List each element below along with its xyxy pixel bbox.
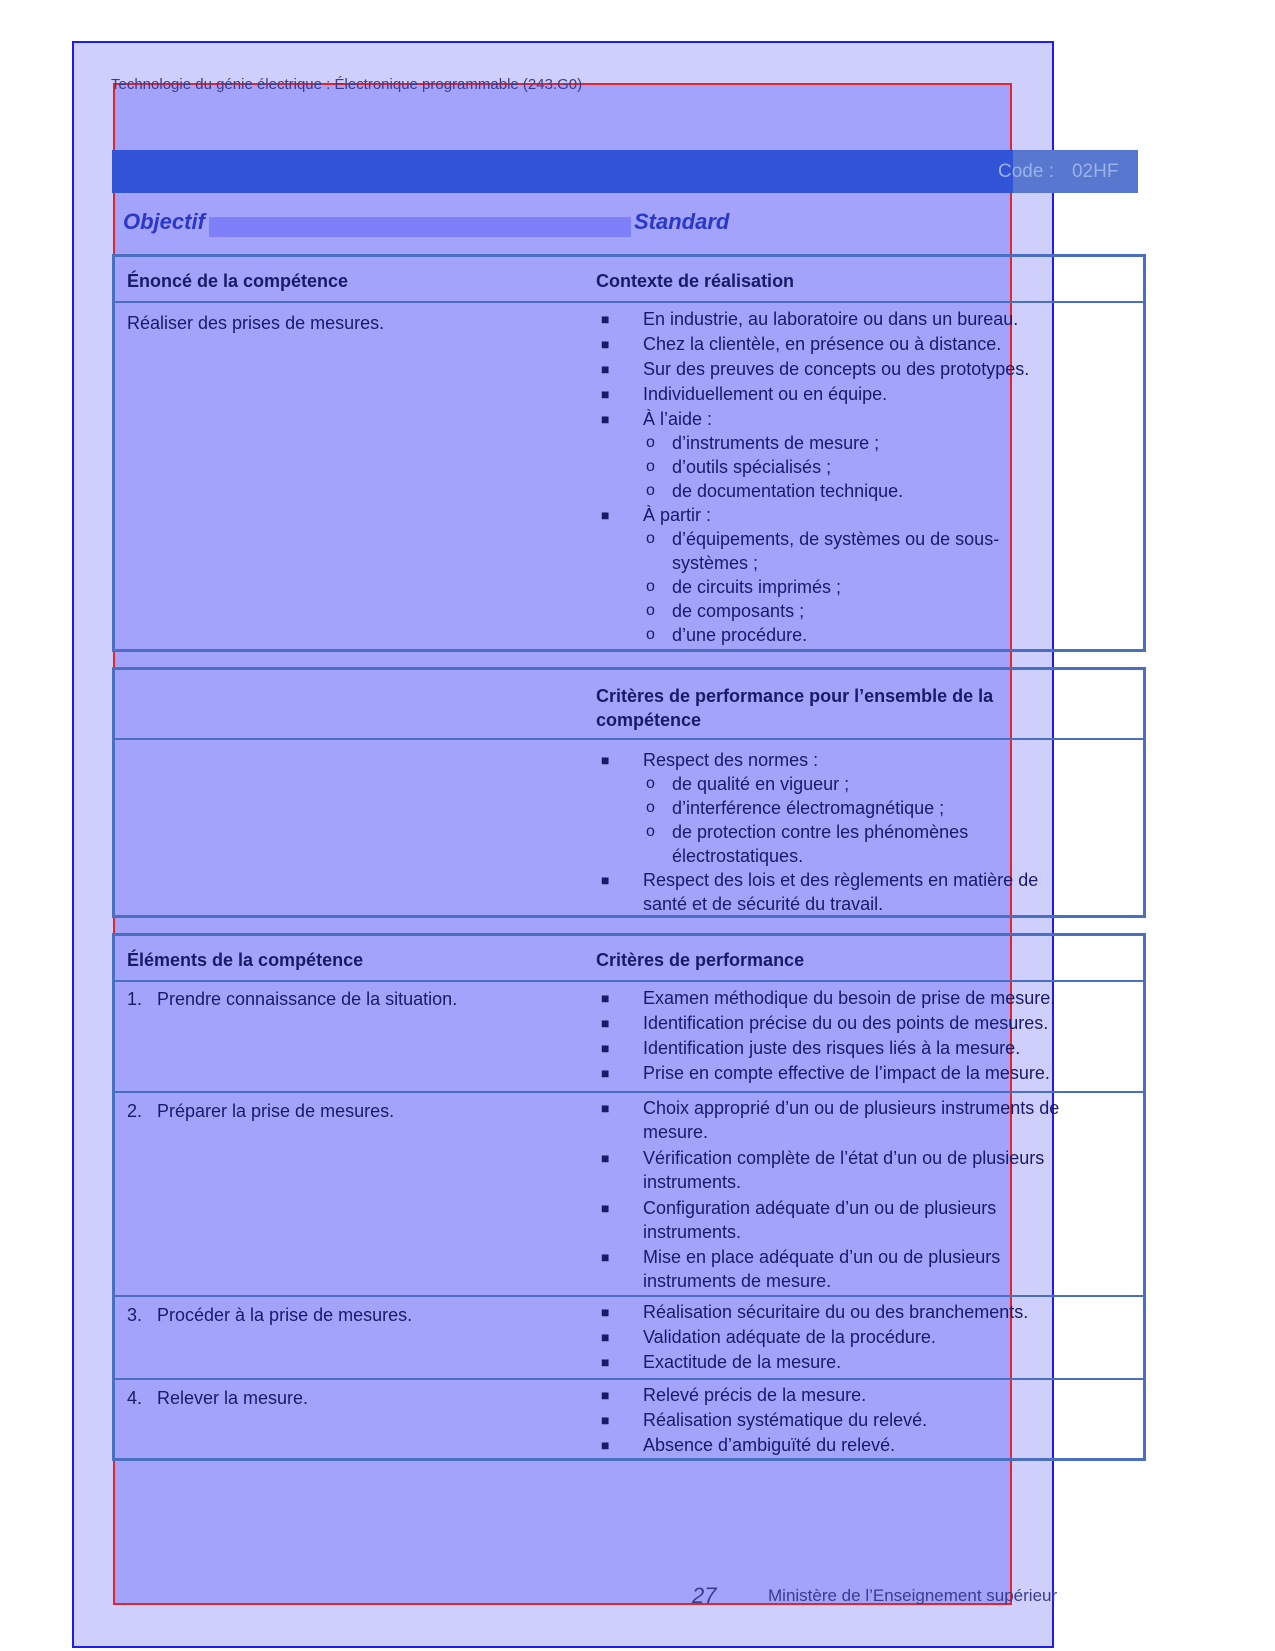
bullet-icon: ■ (601, 1200, 610, 1216)
bullet-icon: ■ (601, 1387, 610, 1403)
bullet-icon: ■ (601, 1412, 610, 1428)
elements-table (112, 933, 1146, 1461)
context-subitem-continued: systèmes ; (672, 553, 759, 573)
criteria-item: ■ Absence d’ambiguïté du relevé. (601, 1435, 896, 1455)
criteria-item: ■ Identification juste des risques liés à la mesure. (601, 1038, 1021, 1058)
overall-criteria-table (112, 667, 1146, 918)
bullet-icon: ■ (601, 1354, 610, 1370)
overall-subitem: o d’interférence électromagnétique ; (646, 798, 945, 818)
row-separator (115, 1091, 1143, 1093)
context-item: ■ En industrie, au laboratoire ou dans un bureau. (601, 309, 1019, 329)
criteria-item: ■ Identification précise du ou des points de mesures. (601, 1013, 1049, 1033)
criteria-item: ■ Exactitude de la mesure. (601, 1352, 842, 1372)
code-label: Code : (998, 161, 1054, 182)
bullet-icon: ■ (601, 1304, 610, 1320)
bullet-icon: ■ (601, 336, 610, 352)
bullet-icon: ■ (601, 507, 610, 523)
bullet-icon: ■ (601, 990, 610, 1006)
bullet-icon: ■ (601, 1437, 610, 1453)
code-value: 02HF (1071, 161, 1119, 182)
overall-subitem: o de qualité en vigueur ; (646, 774, 850, 794)
competence-heading: Énoncé de la compétence (127, 271, 349, 291)
element-3: 3. Procéder à la prise de mesures. (127, 1305, 413, 1325)
element-1: 1. Prendre connaissance de la situation. (127, 989, 458, 1009)
bullet-icon: ■ (601, 361, 610, 377)
criteria-heading: Critères de performance (596, 950, 805, 970)
row-separator (115, 1378, 1143, 1380)
criteria-item: ■ Réalisation systématique du relevé. (601, 1410, 928, 1430)
bullet-icon: ■ (601, 1150, 610, 1166)
competence-statement: Réaliser des prises de mesures. (127, 313, 385, 333)
criteria-item: ■ Choix approprié d’un ou de plusieurs instruments de (601, 1098, 1060, 1118)
criteria-item: ■ Réalisation sécuritaire du ou des branchements. (601, 1302, 1029, 1322)
program-title: Technologie du génie électrique : Électronique programmable (243.G0) (111, 76, 583, 93)
circle-bullet-icon: o (646, 578, 655, 595)
objectif-label: Objectif (123, 209, 205, 234)
standard-label: Standard (634, 209, 730, 234)
criteria-item-continued: instruments. (643, 1172, 742, 1192)
context-subitem: o de composants ; (646, 601, 805, 621)
context-item: ■ Individuellement ou en équipe. (601, 384, 888, 404)
context-item: ■ Chez la clientèle, en présence ou à distance. (601, 334, 1002, 354)
circle-bullet-icon: o (646, 775, 655, 792)
competency-code (998, 161, 1118, 183)
bullet-icon: ■ (601, 411, 610, 427)
elements-heading: Éléments de la compétence (127, 950, 364, 970)
overall-item-continued: santé et de sécurité du travail. (643, 894, 884, 914)
criteria-item: ■ Configuration adéquate d’un ou de plusieurs (601, 1198, 997, 1218)
bullet-icon: ■ (601, 1065, 610, 1081)
code-banner (112, 150, 1138, 193)
competence-table (112, 254, 1146, 652)
bullet-icon: ■ (601, 1015, 610, 1031)
element-2: 2. Préparer la prise de mesures. (127, 1101, 395, 1121)
overall-criteria-heading: Critères de performance pour l’ensemble de la compétence (596, 686, 994, 730)
bullet-icon: ■ (601, 1249, 610, 1265)
criteria-item: ■ Mise en place adéquate d’un ou de plusieurs (601, 1247, 1001, 1267)
circle-bullet-icon: o (646, 626, 655, 643)
element-4: 4. Relever la mesure. (127, 1388, 309, 1408)
circle-bullet-icon: o (646, 799, 655, 816)
row-separator (115, 1295, 1143, 1297)
context-heading: Contexte de réalisation (596, 271, 795, 291)
context-item: ■ À partir : (601, 505, 712, 525)
context-item: ■ Sur des preuves de concepts ou des prototypes. (601, 359, 1030, 379)
overall-subitem: o de protection contre les phénomènes (646, 822, 969, 842)
circle-bullet-icon: o (646, 458, 655, 475)
criteria-item: ■ Examen méthodique du besoin de prise de mesure. (601, 988, 1056, 1008)
criteria-item: ■ Relevé précis de la mesure. (601, 1385, 867, 1405)
bullet-icon: ■ (601, 1329, 610, 1345)
bullet-icon: ■ (601, 1100, 610, 1116)
context-subitem: o d’outils spécialisés ; (646, 457, 832, 477)
criteria-item-continued: instruments de mesure. (643, 1271, 832, 1291)
criteria-item: ■ Validation adéquate de la procédure. (601, 1327, 936, 1347)
bullet-icon: ■ (601, 752, 610, 768)
context-subitem: o d’une procédure. (646, 625, 808, 645)
circle-bullet-icon: o (646, 434, 655, 451)
criteria-item: ■ Prise en compte effective de l’impact de la mesure. (601, 1063, 1050, 1083)
context-subitem: o de circuits imprimés ; (646, 577, 842, 597)
bullet-icon: ■ (601, 872, 610, 888)
bullet-icon: ■ (601, 386, 610, 402)
criteria-item-continued: mesure. (643, 1122, 709, 1142)
overall-item: ■ Respect des lois et des règlements en matière de (601, 870, 1039, 890)
context-subitem: o d’instruments de mesure ; (646, 433, 880, 453)
context-item: ■ À l’aide : (601, 409, 713, 429)
circle-bullet-icon: o (646, 602, 655, 619)
page-number: 27 (692, 1583, 717, 1608)
overall-subitem-continued: électrostatiques. (672, 846, 804, 866)
criteria-item-continued: instruments. (643, 1222, 742, 1242)
context-subitem: o de documentation technique. (646, 481, 904, 501)
overall-item: ■ Respect des normes : (601, 750, 819, 770)
circle-bullet-icon: o (646, 482, 655, 499)
circle-bullet-icon: o (646, 530, 655, 547)
bullet-icon: ■ (601, 1040, 610, 1056)
footer-ministry: Ministère de l’Enseignement supérieur (768, 1586, 1058, 1605)
criteria-item: ■ Vérification complète de l’état d’un ou de plusieurs (601, 1148, 1045, 1168)
circle-bullet-icon: o (646, 823, 655, 840)
bullet-icon: ■ (601, 311, 610, 327)
objectif-highlight (209, 217, 631, 237)
context-subitem: o d’équipements, de systèmes ou de sous- (646, 529, 1000, 549)
